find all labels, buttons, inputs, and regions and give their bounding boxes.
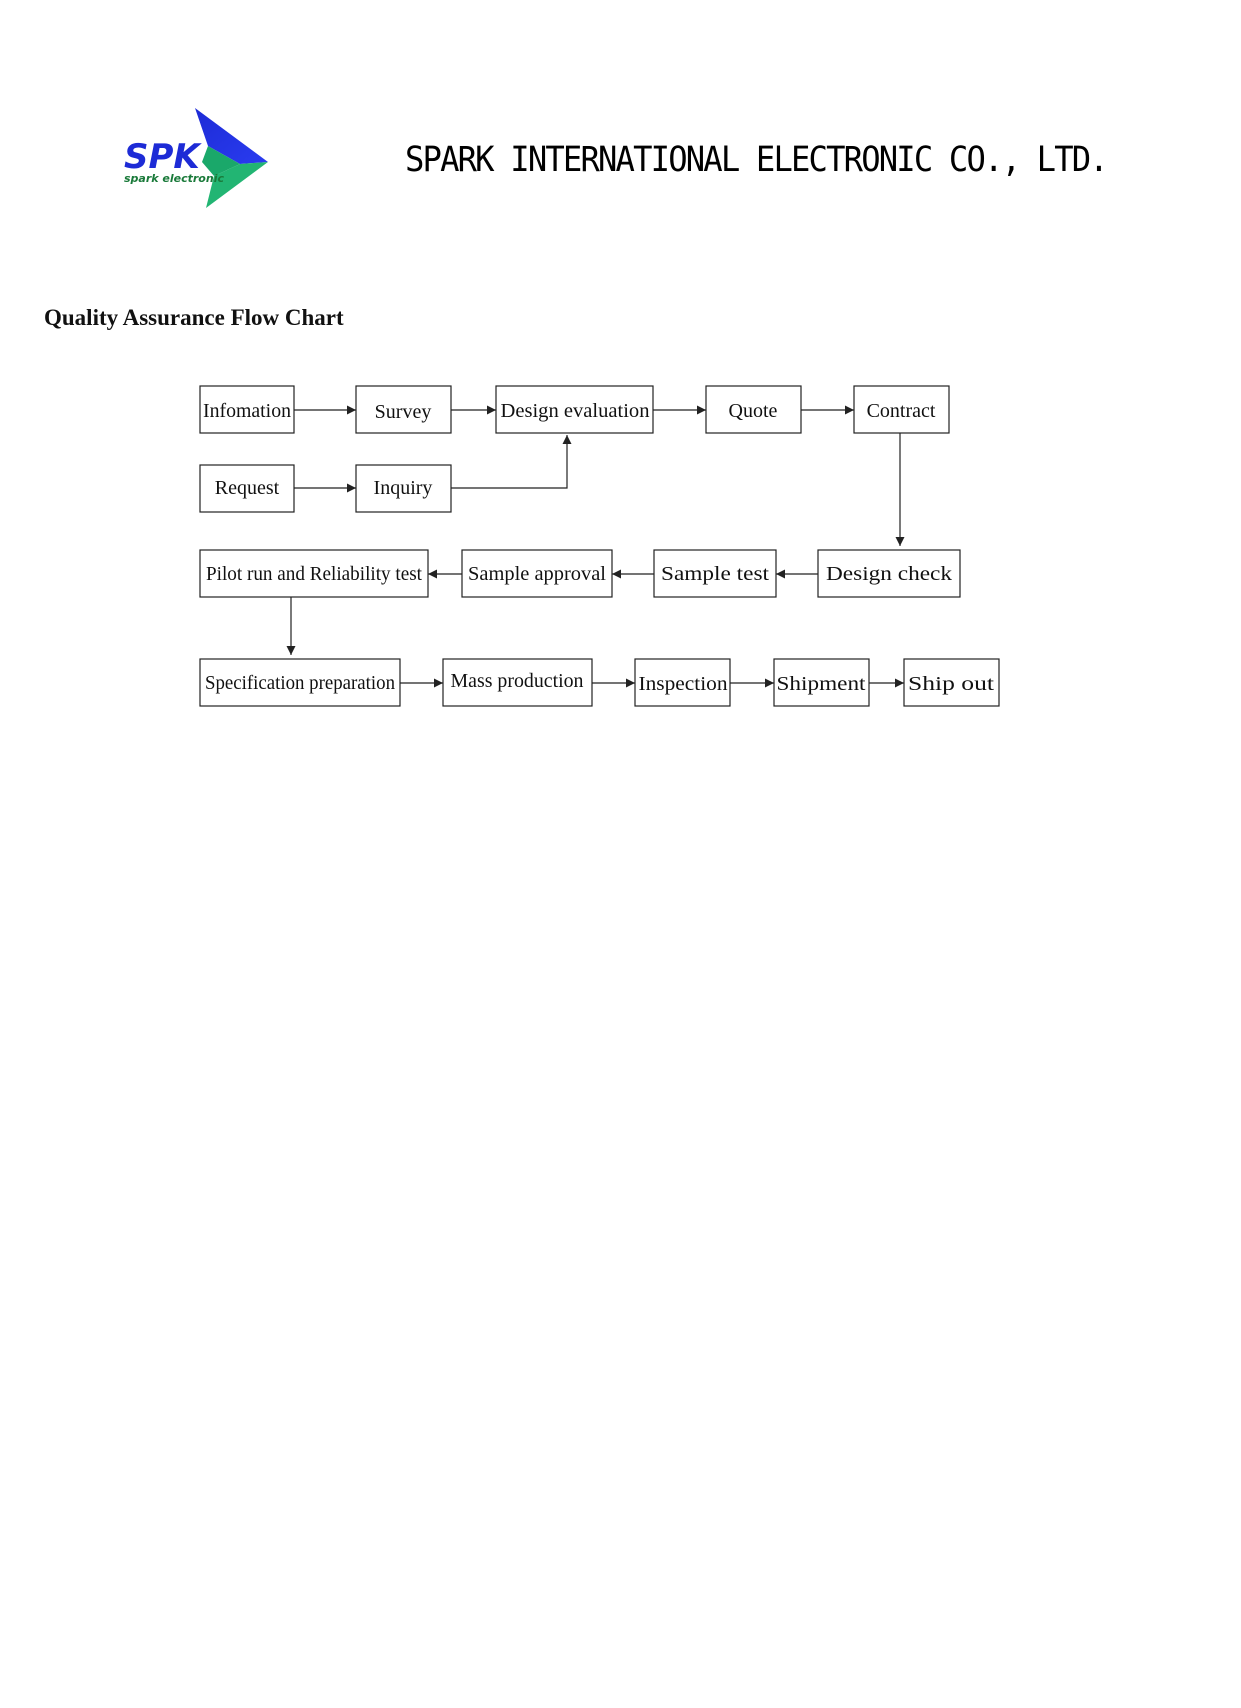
node-information-label: Infomation xyxy=(203,400,291,422)
node-sample-approval-label: Sample approval xyxy=(468,563,607,585)
logo-text: SPK xyxy=(124,137,200,177)
node-mass-production xyxy=(443,659,592,706)
node-design-evaluation xyxy=(496,386,653,433)
node-survey-label: Survey xyxy=(374,401,432,423)
node-design-evaluation-label: Design evaluation xyxy=(500,400,650,422)
node-specification-label: Specification preparation xyxy=(205,672,395,694)
node-specification xyxy=(200,659,400,706)
node-quote xyxy=(706,386,801,433)
node-survey xyxy=(356,386,451,433)
node-sample-test xyxy=(654,550,776,597)
node-request-label: Request xyxy=(214,477,280,499)
connectors xyxy=(291,410,904,683)
node-design-check xyxy=(818,550,960,597)
node-mass-production-label: Mass production xyxy=(450,670,584,692)
node-sample-approval xyxy=(462,550,612,597)
page-title: Quality Assurance Flow Chart xyxy=(44,305,344,330)
node-contract-label: Contract xyxy=(866,400,936,422)
node-ship-out xyxy=(904,659,999,706)
node-design-check-label: Design check xyxy=(826,563,952,585)
node-inquiry xyxy=(356,465,451,512)
node-request xyxy=(200,465,294,512)
node-contract xyxy=(854,386,949,433)
node-inspection xyxy=(635,659,730,706)
node-sample-test-label: Sample test xyxy=(661,563,770,585)
node-shipment-label: Shipment xyxy=(776,673,867,695)
logo-subtext: spark electronic xyxy=(124,172,224,185)
node-inspection-label: Inspection xyxy=(638,673,728,695)
node-shipment xyxy=(774,659,869,706)
node-quote-label: Quote xyxy=(728,400,778,422)
company-name: SPARK INTERNATIONAL ELECTRONIC CO., LTD. xyxy=(405,140,1107,180)
node-pilot-run-label: Pilot run and Reliability test xyxy=(206,563,423,585)
node-information xyxy=(200,386,294,433)
flow-chart xyxy=(0,0,1241,800)
node-inquiry-label: Inquiry xyxy=(373,477,433,499)
node-pilot-run xyxy=(200,550,428,597)
edge-inquiry-design-evaluation xyxy=(451,435,567,488)
node-ship-out-label: Ship out xyxy=(908,673,995,695)
